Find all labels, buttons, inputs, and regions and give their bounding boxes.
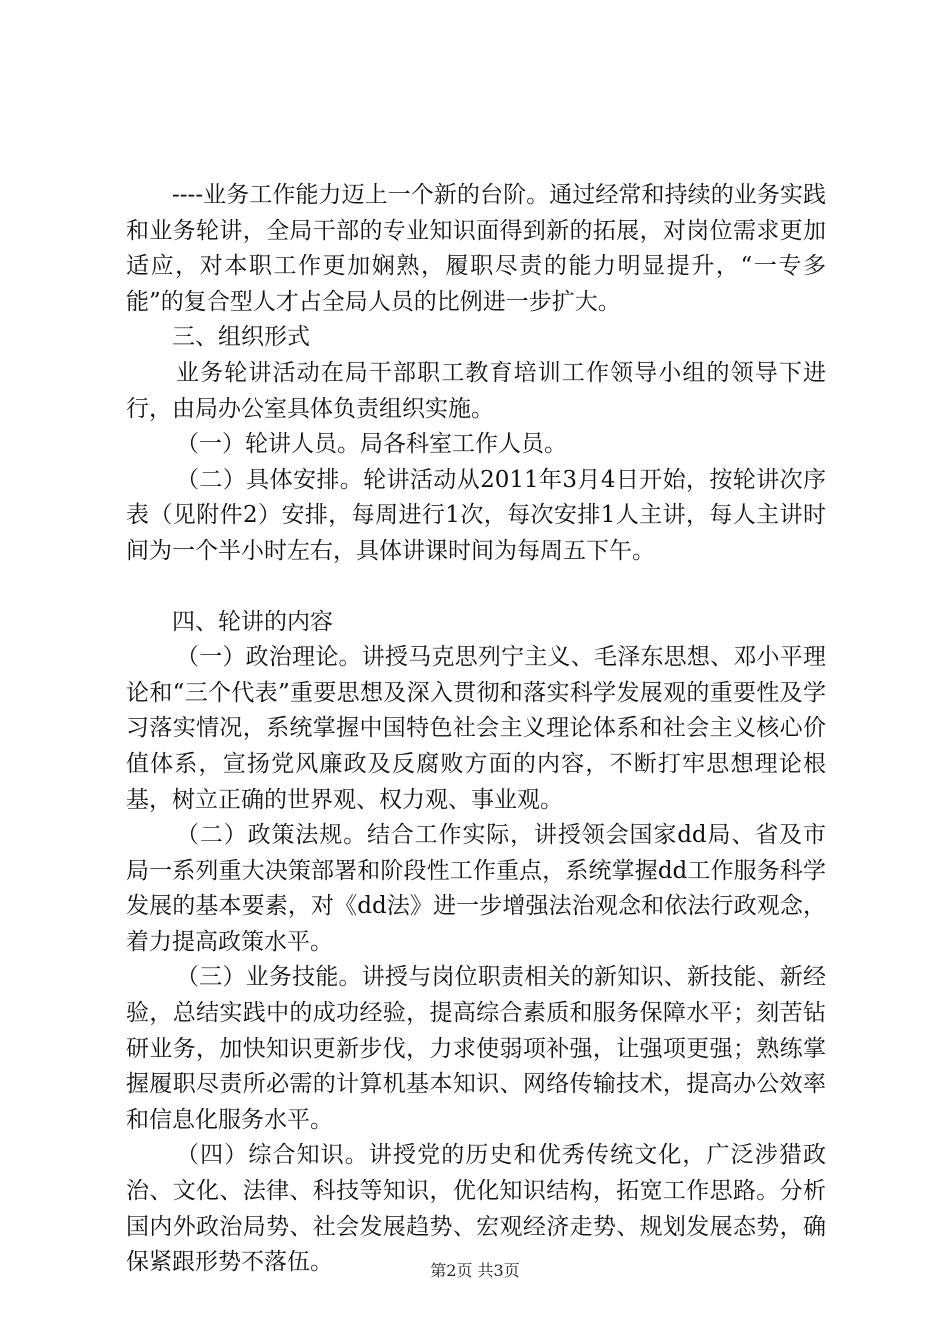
paragraph-political-theory: （一）政治理论。讲授马克思列宁主义、毛泽东思想、邓小平理论和“三个代表”重要思想及深入贯彻和落实科学发展观的重要性及学习落实情况，系统掌握中国特色社会主义理论体系和社会主义核心价值体系，宣扬党风廉政及反腐败方面的内容，不断打牢思想理论根基，树立正确的世界观、权力观、事业观。: [126, 644, 826, 813]
page-number-footer: 第2页 共3页: [430, 1261, 520, 1280]
paragraph-goal-business-ability: ----业务工作能力迈上一个新的台阶。通过经常和持续的业务实践和业务轮讲，全局干部的专业知识面得到新的拓展，对岗位需求更加适应，对本职工作更加娴熟，履职尽责的能力明显提升，“一专多能”的复合型人才占全局人员的比例进一步扩大。: [126, 182, 826, 315]
paragraph-spacer: [126, 570, 826, 605]
section-heading-content: 四、轮讲的内容: [172, 608, 333, 635]
paragraph-policy-regulations: （二）政策法规。结合工作实际，讲授领会国家dd局、省及市局一系列重大决策部署和阶段性工作重点，系统掌握dd工作服务科学发展的基本要素，对《dd法》进一步增强法治观念和依法行政观念，着力提高政策水平。: [126, 822, 826, 955]
paragraph-schedule: （二）具体安排。轮讲活动从2011年3月4日开始，按轮讲次序表（见附件2）安排，每周进行1次，每次安排1人主讲，每人主讲时间为一个半小时左右，具体讲课时间为每周五下午。: [126, 466, 826, 564]
document-body: [126, 178, 826, 1281]
paragraph-lecturers: （一）轮讲人员。局各科室工作人员。: [176, 431, 567, 458]
paragraph-general-knowledge: （四）综合知识。讲授党的历史和优秀传统文化，广泛涉猎政治、文化、法律、科技等知识，优化知识结构，拓宽工作思路。分析国内外政治局势、社会发展趋势、宏观经济走势、规划发展态势，确保紧跟形势不落伍。: [126, 1142, 826, 1276]
section-heading-organization: 三、组织形式: [172, 324, 310, 351]
paragraph-business-skills: （三）业务技能。讲授与岗位职责相关的新知识、新技能、新经验，总结实践中的成功经验，提高综合素质和服务保障水平；刻苦钻研业务，加快知识更新步伐，力求使弱项补强，让强项更强；熟练掌握履职尽责所必需的计算机基本知识、网络传输技术，提高办公效率和信息化服务水平。: [126, 964, 826, 1133]
paragraph-organization: 业务轮讲活动在局干部职工教育培训工作领导小组的领导下进行，由局办公室具体负责组织实施。: [126, 359, 826, 422]
